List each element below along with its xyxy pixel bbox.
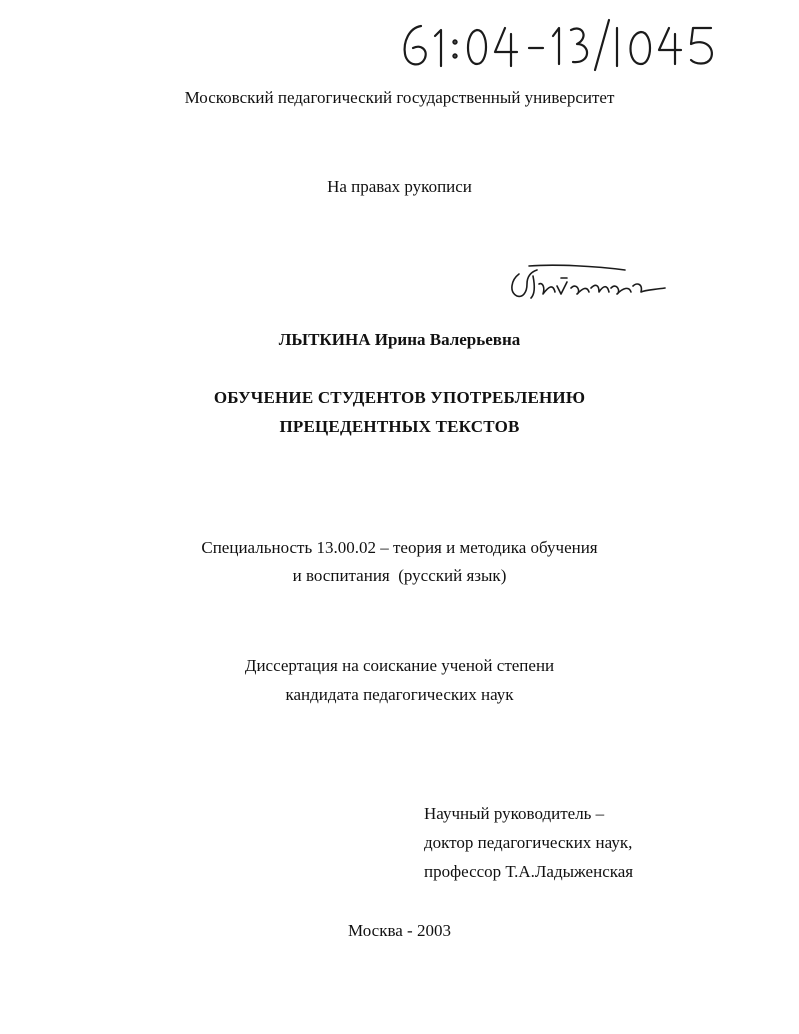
supervisor-line-3: профессор Т.А.Ладыженская <box>424 862 634 881</box>
university-name: Московский педагогический государственный университет <box>184 88 615 107</box>
degree-line-2: кандидата педагогических наук <box>285 685 514 704</box>
thesis-title-line-1: ОБУЧЕНИЕ СТУДЕНТОВ УПОТРЕБЛЕНИЮ <box>213 388 586 407</box>
catalog-stamp <box>395 8 735 78</box>
specialty-line-2: и воспитания (русский язык) <box>292 566 507 585</box>
author-given-names: Ирина Валерьевна <box>374 330 521 349</box>
supervisor-line-2: доктор педагогических наук, <box>424 833 633 852</box>
supervisor-line-1: Научный руководитель – <box>424 804 605 823</box>
catalog-stamp-handwriting <box>395 8 735 78</box>
manuscript-note: На правах рукописи <box>327 177 472 196</box>
specialty-line-1: Специальность 13.00.02 – теория и методика обучения <box>201 538 598 557</box>
author-signature <box>505 262 670 307</box>
signature-handwriting <box>505 262 670 307</box>
thesis-title-line-2: ПРЕЦЕДЕНТНЫХ ТЕКСТОВ <box>279 417 520 436</box>
place-year: Москва - 2003 <box>348 921 451 940</box>
author-name <box>0 330 799 350</box>
author-surname: ЛЫТКИНА <box>278 330 371 349</box>
degree-line-1: Диссертация на соискание ученой степени <box>244 656 555 675</box>
